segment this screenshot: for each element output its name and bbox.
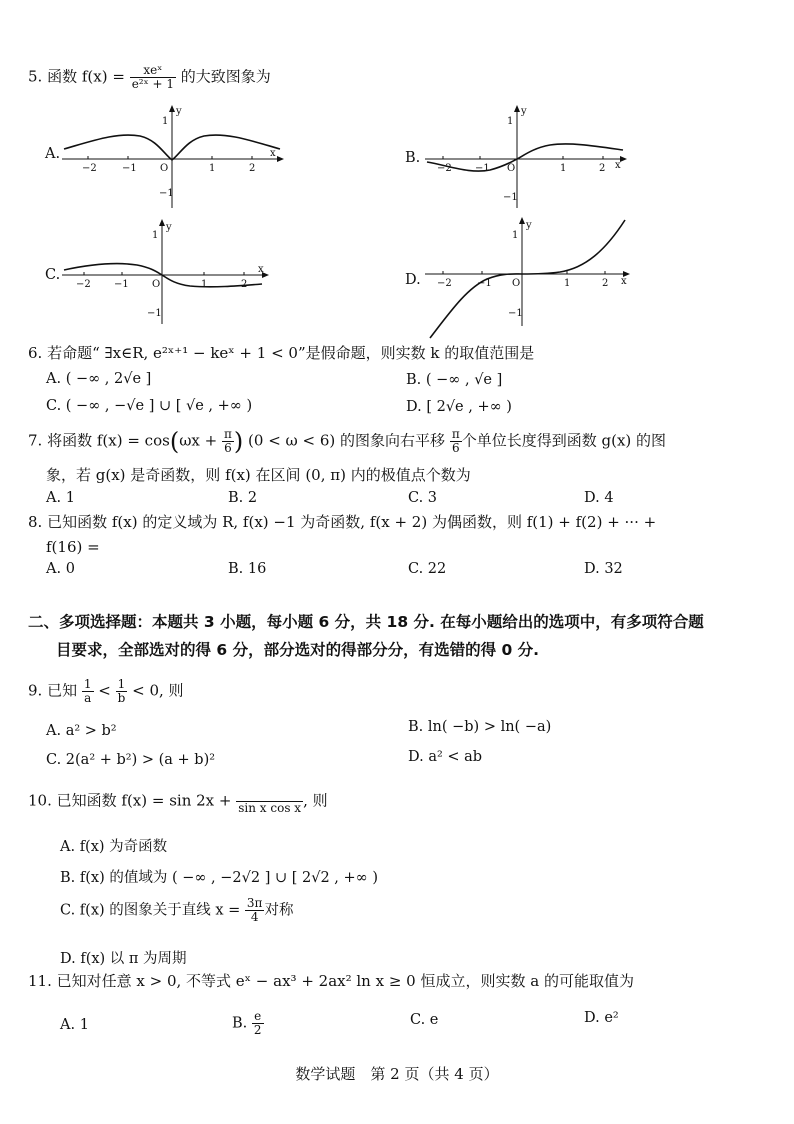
q6-option-d: D. [ 2√e , +∞ ): [406, 399, 512, 415]
q7-shift-num: π: [451, 427, 460, 441]
q9-option-c: C. 2(a² + b²) > (a + b)²: [46, 752, 216, 768]
q11-option-b: [232, 1010, 264, 1037]
q10-option-a: A. f(x) 为奇函数: [60, 839, 168, 855]
q6-option-c: C. ( −∞ , −√e ] ∪ [ √e , +∞ ): [46, 398, 253, 414]
q9-suffix: < 0, 则: [132, 681, 184, 700]
q10-fraction: [236, 788, 303, 815]
q10-fraction-den: sin x cos x: [238, 801, 302, 815]
ytick-pos1: 1: [507, 116, 514, 127]
q9-f2-den: b: [117, 691, 126, 705]
ytick-pos1: 1: [512, 230, 519, 241]
tick-neg1: −1: [122, 163, 137, 174]
q5-option-d-label: D.: [405, 272, 421, 288]
ytick-neg1: −1: [159, 188, 174, 199]
q9-f1-den: a: [84, 691, 92, 705]
q5-option-a-label: A.: [45, 146, 61, 162]
q5-graph-c: [62, 218, 277, 326]
q7-text-c: (0 < ω < 6) 的图象向右平移: [248, 431, 446, 450]
q5-stem: [28, 64, 271, 91]
q10-c-num: 3π: [246, 896, 263, 910]
tick-pos2: 2: [602, 278, 609, 289]
section2-heading-line2: 目要求，全部选对的得 6 分，部分选对的得部分分，有选错的得 0 分.: [56, 641, 540, 659]
q10-option-b: B. f(x) 的值域为 ( −∞ , −2√2 ] ∪ [ 2√2 , +∞ ): [60, 870, 379, 886]
y-label: y: [166, 222, 172, 233]
q7-pi-num: π: [224, 427, 232, 441]
q8-option-b: B. 16: [228, 561, 267, 577]
x-label: x: [621, 276, 627, 287]
q10-prefix: 10. 已知函数 f(x) = sin 2x +: [28, 791, 232, 810]
q7-text-a: 7. 将函数 f(x) = cos: [28, 431, 170, 450]
q7-text-b: ωx +: [179, 431, 218, 450]
tick-neg1: −1: [475, 163, 490, 174]
tick-neg1: −1: [114, 279, 129, 290]
ytick-neg1: −1: [503, 192, 518, 203]
q7-option-a: A. 1: [46, 490, 75, 506]
tick-pos1: 1: [560, 163, 567, 174]
q5-suffix: 的大致图象为: [180, 67, 271, 86]
q7-option-c: C. 3: [408, 490, 438, 506]
q9-stem: [28, 678, 184, 705]
tick-pos1: 1: [564, 278, 571, 289]
q5-option-b-label: B.: [405, 150, 421, 166]
q10-c-pre: C. f(x) 的图象关于直线 x =: [60, 902, 241, 919]
origin-label: O: [512, 278, 521, 289]
q9-f1-num: 1: [83, 677, 92, 691]
q7-shift-fraction: [450, 428, 462, 455]
q5-graph-b: [425, 104, 630, 210]
tick-pos2: 2: [241, 279, 248, 290]
curve-d: [430, 220, 625, 338]
q11-b-pre: B.: [232, 1015, 248, 1032]
y-axis-arrow: [169, 105, 175, 112]
q10-suffix: , 则: [303, 791, 328, 810]
q9-option-a: A. a² > b²: [46, 723, 117, 739]
q7-shift-den: 6: [451, 441, 460, 455]
q5-numerator: xeˣ: [130, 64, 176, 78]
q6-option-b: B. ( −∞ , √e ]: [406, 372, 503, 388]
section2-heading-line1: 二、多项选择题：本题共 3 小题，每小题 6 分，共 18 分. 在每小题给出的选项中，有多项符合题: [28, 613, 704, 631]
q7-text-d: 个单位长度得到函数 g(x) 的图: [461, 431, 667, 450]
q11-b-fraction: [252, 1010, 264, 1037]
q10-stem: [28, 788, 328, 815]
x-axis-arrow: [277, 156, 284, 162]
x-label: x: [270, 148, 276, 159]
ytick-neg1: −1: [147, 308, 162, 319]
q10-fraction-num: [236, 788, 303, 802]
page-footer: 数学试题 第 2 页（共 4 页）: [295, 1065, 499, 1083]
q7-line2: 象，若 g(x) 是奇函数，则 f(x) 在区间 (0, π) 内的极值点个数为: [46, 466, 471, 484]
origin-label: O: [160, 163, 169, 174]
q7-pi-den: 6: [224, 441, 232, 455]
q7-line1: 7. 将函数 f(x) = cos(ωx + $\frac{\pi}{6}$ ) (0 < ω < 6) 的图象向右平移 $\frac{\pi}{6}$ 个单位长度得到函数 g(x) 的图: [28, 427, 667, 456]
tick-pos1: 1: [201, 279, 208, 290]
q11-option-d: D. e²: [584, 1010, 619, 1026]
q9-f2-num: 1: [116, 678, 128, 692]
q11-option-c: C. e: [410, 1012, 439, 1028]
origin-label: O: [507, 163, 516, 174]
q6-option-a: A. ( −∞ , 2√e ]: [46, 371, 152, 387]
origin-label: O: [152, 279, 161, 290]
y-label: y: [521, 106, 527, 117]
q8-option-a: A. 0: [46, 561, 75, 577]
q5-prefix: 5. 函数 f(x) =: [28, 67, 125, 86]
q6-stem: 6. 若命题“ ∃x∈R, e²ˣ⁺¹ − keˣ + 1 < 0”是假命题，则实数 k 的取值范围是: [28, 344, 535, 362]
y-label: y: [176, 106, 182, 117]
q9-prefix: 9. 已知: [28, 681, 78, 700]
q11-b-den: 2: [253, 1023, 262, 1037]
q9-option-d: D. a² < ab: [408, 749, 483, 765]
q9-lt: <: [98, 681, 111, 700]
tick-pos2: 2: [249, 163, 256, 174]
tick-neg2: −2: [437, 278, 452, 289]
q7-option-b: B. 2: [228, 490, 258, 506]
ytick-pos1: 1: [162, 116, 169, 127]
tick-pos1: 1: [209, 163, 216, 174]
q11-option-a: A. 1: [60, 1017, 89, 1033]
q8-line2: f(16) =: [46, 538, 100, 556]
q9-fraction-2: [116, 678, 128, 705]
x-label: x: [615, 160, 621, 171]
q8-option-d: D. 32: [584, 561, 623, 577]
y-label: y: [526, 220, 532, 231]
q5-fraction: [130, 64, 176, 91]
tick-neg2: −2: [82, 163, 97, 174]
q8-line1: 8. 已知函数 f(x) 的定义域为 R, f(x) −1 为奇函数, f(x + 2) 为偶函数，则 f(1) + f(2) + ··· +: [28, 513, 657, 531]
q5-option-c-label: C.: [45, 267, 61, 283]
q9-option-b: B. ln( −b) > ln( −a): [408, 719, 552, 735]
q11-stem: 11. 已知对任意 x > 0, 不等式 eˣ − ax³ + 2ax² ln x ≥ 0 恒成立，则实数 a 的可能取值为: [28, 972, 634, 990]
q11-b-num: e: [252, 1010, 264, 1024]
ytick-pos1: 1: [152, 230, 159, 241]
q9-fraction-1: [82, 678, 94, 705]
q5-graph-d: [425, 216, 635, 342]
x-label: x: [258, 264, 264, 275]
q7-option-d: D. 4: [584, 490, 614, 506]
q10-option-d: D. f(x) 以 π 为周期: [60, 951, 187, 967]
ytick-neg1: −1: [508, 308, 523, 319]
q10-c-fraction: [245, 897, 265, 924]
q8-option-c: C. 22: [408, 561, 447, 577]
tick-pos2: 2: [599, 163, 606, 174]
q10-c-den: 4: [250, 910, 259, 924]
q10-c-post: 对称: [264, 902, 294, 919]
q7-pi-over-6: [222, 428, 234, 455]
tick-neg2: −2: [76, 279, 91, 290]
q5-denominator: e²ˣ + 1: [131, 77, 175, 91]
q5-graph-a: [62, 104, 292, 210]
curve-b: [427, 144, 623, 171]
q10-option-c: [60, 897, 293, 924]
tick-neg1: −1: [477, 278, 492, 289]
tick-neg2: −2: [437, 163, 452, 174]
